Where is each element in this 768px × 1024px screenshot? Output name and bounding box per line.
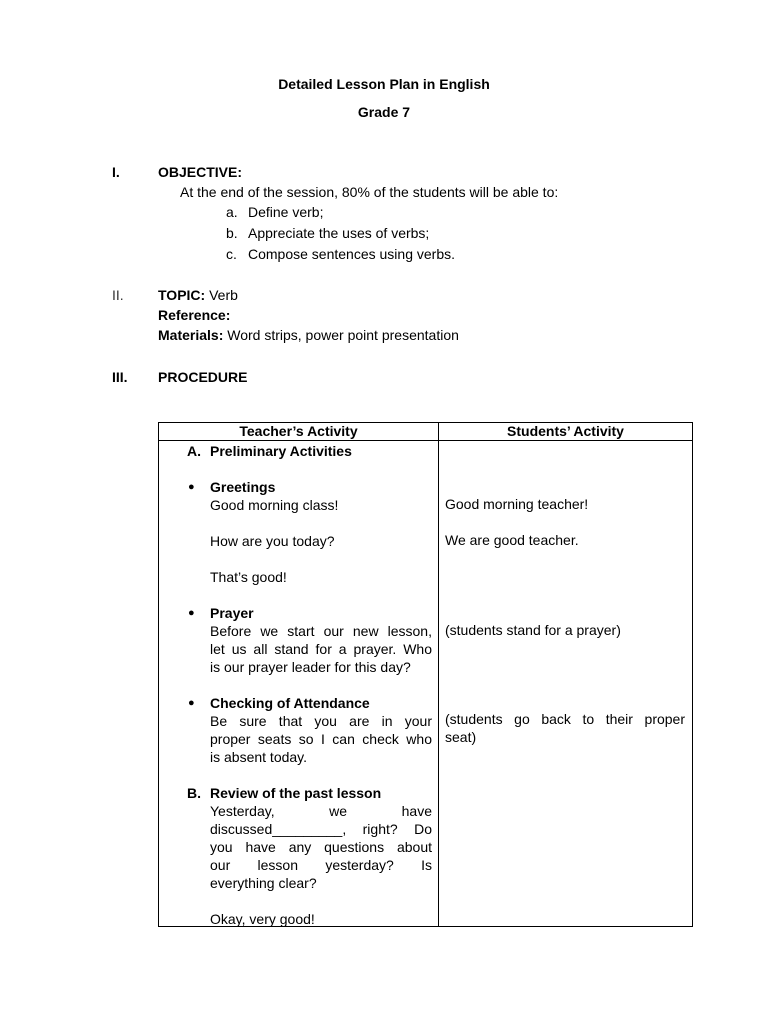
objective-item-text: Appreciate the uses of verbs; (248, 225, 430, 241)
teacher-line: That’s good! (210, 569, 287, 585)
section-b-marker: B. (187, 785, 201, 801)
section-b-title: Review of the past lesson (210, 785, 382, 801)
prayer-title: Prayer (210, 605, 254, 621)
teacher-line: discussed_________, right? Do (210, 821, 432, 837)
objective-heading: OBJECTIVE: (158, 164, 243, 180)
document-title: Detailed Lesson Plan in English (278, 76, 490, 92)
objective-item-text: Compose sentences using verbs. (248, 246, 455, 262)
section-a-title: Preliminary Activities (210, 443, 352, 459)
teacher-line: proper seats so I can check who (210, 731, 432, 747)
objective-item-marker: a. (226, 204, 238, 220)
objective-item (226, 225, 526, 245)
procedure-heading: PROCEDURE (158, 369, 248, 385)
objective-item-marker: b. (226, 225, 238, 241)
teacher-line: Before we start our new lesson, (210, 623, 432, 639)
teacher-activity-cell (159, 441, 439, 927)
teacher-line: Good morning class! (210, 497, 339, 513)
students-activity-cell (439, 441, 693, 927)
grade-label: Grade 7 (357, 104, 411, 120)
topic-value: Verb (205, 287, 238, 303)
column-header-students: Students’ Activity (439, 423, 693, 441)
bullet-icon: ● (188, 481, 195, 493)
topic-label: TOPIC: (158, 287, 206, 303)
procedure-table (158, 422, 693, 927)
objective-item (226, 246, 526, 266)
topic-line (158, 287, 238, 303)
student-line: (students stand for a prayer) (445, 622, 621, 638)
objective-item (226, 204, 526, 224)
column-header-teacher: Teacher’s Activity (159, 423, 439, 441)
reference-label: Reference: (158, 307, 231, 323)
attendance-title: Checking of Attendance (210, 695, 370, 711)
teacher-line: is our prayer leader for this day? (210, 659, 411, 675)
section-number-topic: II. (112, 287, 124, 303)
teacher-line: Be sure that you are in your (210, 713, 432, 729)
objective-item-marker: c. (226, 246, 237, 262)
teacher-line: Okay, very good! (210, 911, 315, 927)
bullet-icon: ● (188, 607, 195, 619)
student-line: Good morning teacher! (445, 496, 589, 512)
teacher-line: you have any questions about (210, 839, 432, 855)
materials-line (158, 327, 459, 343)
teacher-line: our lesson yesterday? Is (210, 857, 432, 873)
section-number-objective: I. (112, 164, 120, 180)
objective-intro: At the end of the session, 80% of the students will be able to: (180, 184, 559, 200)
student-line: We are good teacher. (445, 532, 579, 548)
section-a-marker: A. (187, 443, 201, 459)
student-line: (students go back to their proper (445, 711, 685, 727)
student-line: seat) (445, 729, 477, 745)
teacher-line: Yesterday, we have (210, 803, 432, 819)
materials-label: Materials: (158, 327, 224, 343)
teacher-line: let us all stand for a prayer. Who (210, 641, 432, 657)
section-number-procedure: III. (112, 369, 128, 385)
objective-item-text: Define verb; (248, 204, 324, 220)
bullet-icon: ● (188, 697, 195, 709)
materials-value: Word strips, power point presentation (223, 327, 459, 343)
teacher-line: everything clear? (210, 875, 317, 891)
greetings-title: Greetings (210, 479, 276, 495)
teacher-line: How are you today? (210, 533, 335, 549)
teacher-line: is absent today. (210, 749, 308, 765)
